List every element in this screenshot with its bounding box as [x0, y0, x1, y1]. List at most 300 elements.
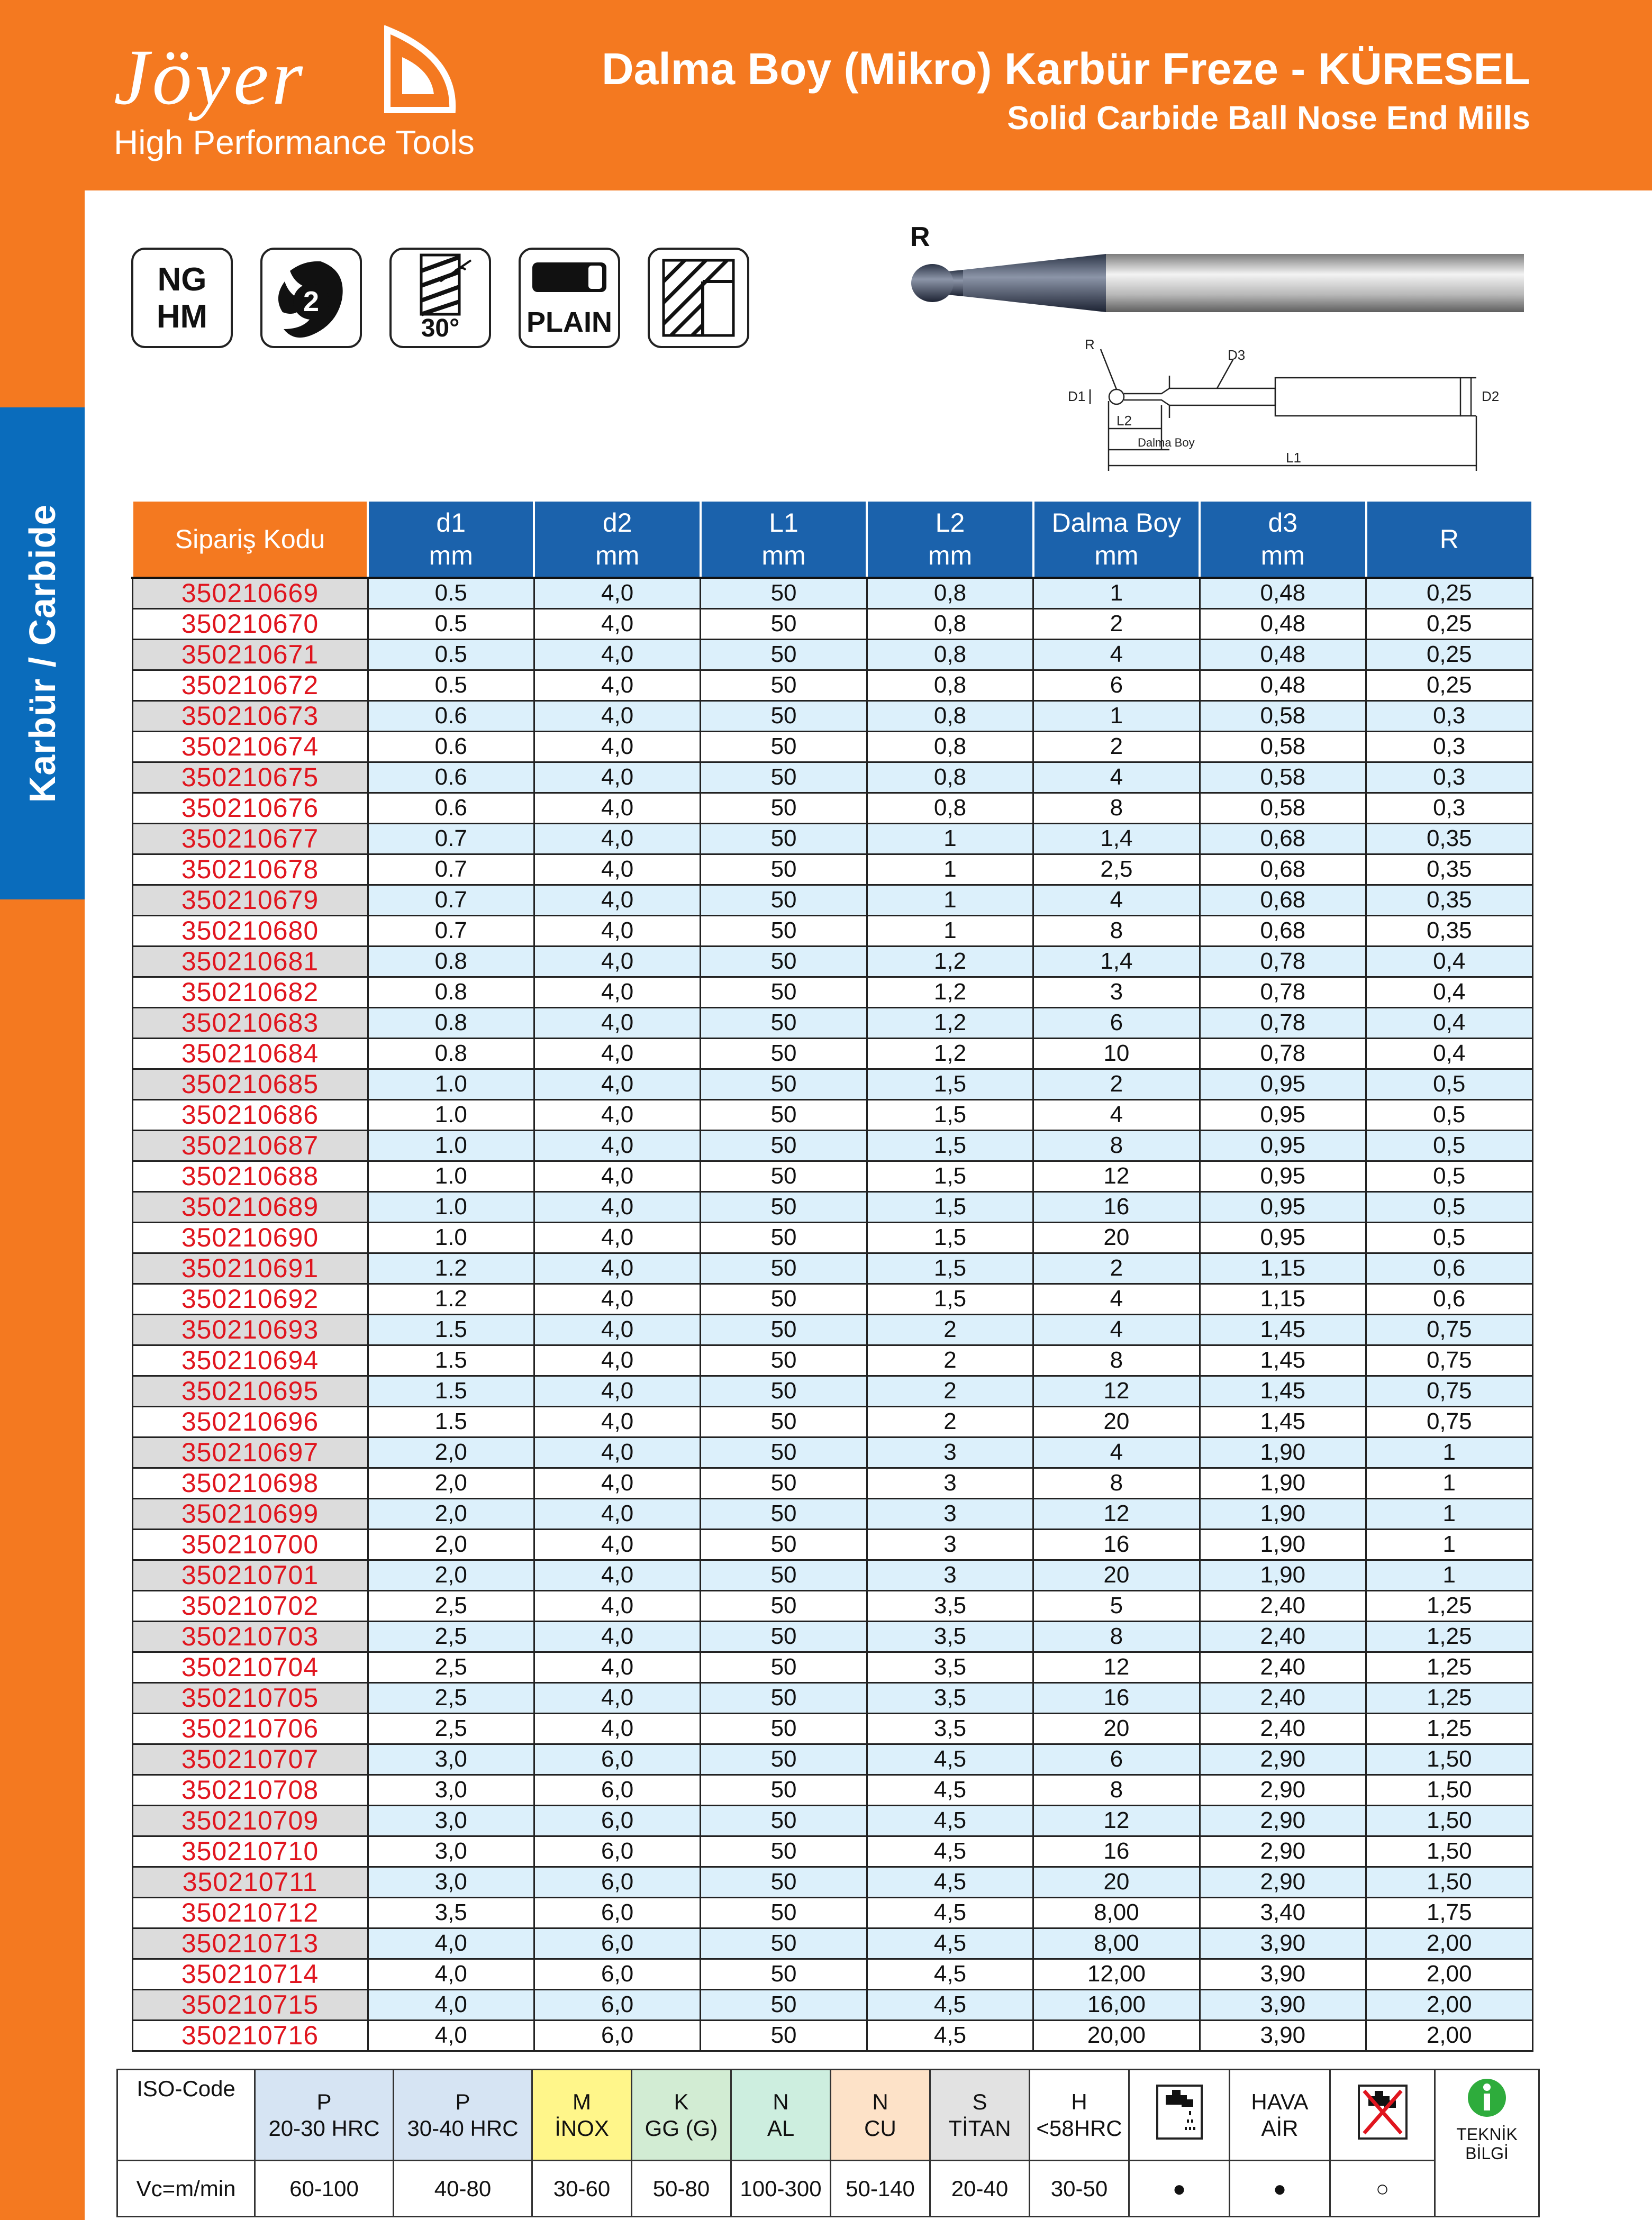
vc-s: 20-40 [930, 2161, 1030, 2217]
technical-info-cell[interactable] [1435, 2070, 1539, 2217]
cell-d1: 2,0 [368, 1560, 534, 1590]
cell-d3: 0,95 [1200, 1099, 1366, 1130]
cell-l1: 50 [701, 608, 867, 639]
cell-d2: 4,0 [534, 823, 700, 854]
cell-d2: 4,0 [534, 1284, 700, 1314]
cell-d3: 2,90 [1200, 1836, 1366, 1867]
table-row [132, 1928, 1532, 1959]
helix-angle-text: 30° [421, 314, 460, 342]
table-row [132, 1191, 1532, 1222]
cell-d3: 0,48 [1200, 670, 1366, 700]
helix-angle-icon [389, 248, 491, 348]
cell-d1: 0.6 [368, 700, 534, 731]
shank-type-icon [519, 248, 620, 348]
cell-dalma-boy: 16,00 [1033, 1989, 1200, 2020]
cell-d3: 0,68 [1200, 915, 1366, 946]
cell-r: 1,75 [1366, 1897, 1532, 1928]
iso-col-s: S TİTAN [930, 2070, 1030, 2161]
cell-d1: 2,0 [368, 1498, 534, 1529]
cell-l1: 50 [701, 1621, 867, 1652]
table-row [132, 1652, 1532, 1682]
cell-code: 350210713 [132, 1928, 368, 1959]
cell-dalma-boy: 6 [1033, 1007, 1200, 1038]
table-row [132, 1836, 1532, 1867]
cell-l2: 1,5 [867, 1069, 1033, 1099]
cell-d2: 4,0 [534, 1345, 700, 1376]
table-row [132, 1682, 1532, 1713]
end-mill-photo [900, 217, 1535, 339]
cell-r: 0,4 [1366, 1038, 1532, 1069]
cell-d3: 0,58 [1200, 731, 1366, 762]
cell-l2: 3,5 [867, 1682, 1033, 1713]
cell-d3: 1,45 [1200, 1406, 1366, 1437]
page-title: Dalma Boy (Mikro) Karbür Freze - KÜRESEL [602, 44, 1530, 94]
cell-l2: 3 [867, 1437, 1033, 1468]
info-icon[interactable] [1466, 2077, 1508, 2119]
cell-l2: 4,5 [867, 1959, 1033, 1989]
cell-d2: 4,0 [534, 762, 700, 793]
cell-l2: 3,5 [867, 1621, 1033, 1652]
cell-d2: 4,0 [534, 1191, 700, 1222]
emulsion-marker: ● [1129, 2161, 1230, 2217]
cell-r: 0,5 [1366, 1161, 1532, 1191]
cell-l1: 50 [701, 1376, 867, 1406]
material-grade-icon [131, 248, 233, 348]
cell-dalma-boy: 16 [1033, 1529, 1200, 1560]
cell-dalma-boy: 2,5 [1033, 854, 1200, 885]
cell-code: 350210686 [132, 1099, 368, 1130]
cell-d2: 4,0 [534, 1621, 700, 1652]
table-row [132, 1805, 1532, 1836]
table-row [132, 639, 1532, 670]
cell-code: 350210711 [132, 1867, 368, 1897]
cell-code: 350210701 [132, 1560, 368, 1590]
iso-header-row [117, 2070, 1539, 2161]
label-r: R [1085, 339, 1095, 352]
dimension-schematic [1058, 339, 1524, 481]
table-row [132, 1099, 1532, 1130]
cell-d2: 6,0 [534, 1989, 700, 2020]
cell-r: 0,35 [1366, 854, 1532, 885]
cell-dalma-boy: 4 [1033, 1284, 1200, 1314]
cell-code: 350210698 [132, 1468, 368, 1498]
cell-l1: 50 [701, 1560, 867, 1590]
cell-l2: 1,5 [867, 1284, 1033, 1314]
cell-r: 1 [1366, 1560, 1532, 1590]
cell-l2: 4,5 [867, 1744, 1033, 1775]
cell-d1: 1.5 [368, 1314, 534, 1345]
cell-r: 1 [1366, 1437, 1532, 1468]
cell-d3: 2,90 [1200, 1775, 1366, 1805]
cell-dalma-boy: 4 [1033, 1314, 1200, 1345]
cell-l1: 50 [701, 1529, 867, 1560]
cell-l2: 3,5 [867, 1713, 1033, 1744]
cell-d3: 1,90 [1200, 1437, 1366, 1468]
cell-l2: 1,5 [867, 1222, 1033, 1253]
cell-dalma-boy: 3 [1033, 977, 1200, 1007]
cell-d1: 0.6 [368, 762, 534, 793]
cell-l2: 3 [867, 1498, 1033, 1529]
cell-dalma-boy: 2 [1033, 1253, 1200, 1284]
cell-d3: 1,45 [1200, 1314, 1366, 1345]
cell-code: 350210696 [132, 1406, 368, 1437]
cell-d1: 2,0 [368, 1529, 534, 1560]
brand-logo-text: Jöyer [114, 33, 306, 121]
cell-dalma-boy: 4 [1033, 639, 1200, 670]
cell-l2: 3,5 [867, 1652, 1033, 1682]
product-table [131, 499, 1533, 2052]
table-row [132, 1959, 1532, 1989]
cell-code: 350210681 [132, 946, 368, 977]
brand-tagline: High Performance Tools [114, 123, 475, 161]
cell-l1: 50 [701, 1836, 867, 1867]
cell-d1: 1.0 [368, 1191, 534, 1222]
cell-d2: 4,0 [534, 1468, 700, 1498]
cell-l2: 1,5 [867, 1130, 1033, 1161]
cell-d2: 4,0 [534, 1498, 700, 1529]
cell-d1: 2,5 [368, 1590, 534, 1621]
cell-r: 1,50 [1366, 1744, 1532, 1775]
iso-col-n-cu: N CU [831, 2070, 930, 2161]
cell-l1: 50 [701, 762, 867, 793]
cell-d3: 2,90 [1200, 1867, 1366, 1897]
cell-d1: 0.8 [368, 977, 534, 1007]
cell-d1: 2,5 [368, 1682, 534, 1713]
cell-code: 350210703 [132, 1621, 368, 1652]
cell-dalma-boy: 20 [1033, 1867, 1200, 1897]
label-l1: L1 [1286, 450, 1301, 466]
iso-col-k: K GG (G) [632, 2070, 731, 2161]
cell-d3: 3,40 [1200, 1897, 1366, 1928]
cell-dalma-boy: 12 [1033, 1805, 1200, 1836]
cell-l2: 1 [867, 915, 1033, 946]
cell-d1: 0.6 [368, 793, 534, 823]
cell-l1: 50 [701, 1805, 867, 1836]
cell-d3: 0,68 [1200, 885, 1366, 915]
header-r: R [1366, 501, 1532, 578]
tolerance-hatch-icon [650, 250, 747, 346]
cell-d1: 4,0 [368, 1989, 534, 2020]
cell-l2: 3,5 [867, 1590, 1033, 1621]
cell-r: 0,25 [1366, 578, 1532, 608]
table-header-row [132, 501, 1532, 578]
cell-code: 350210678 [132, 854, 368, 885]
cell-d3: 0,95 [1200, 1222, 1366, 1253]
label-dalma-boy: Dalma Boy [1138, 436, 1195, 449]
cell-d1: 1.2 [368, 1253, 534, 1284]
cell-l1: 50 [701, 1284, 867, 1314]
cell-code: 350210685 [132, 1069, 368, 1099]
cell-r: 0,25 [1366, 639, 1532, 670]
cell-d3: 0,58 [1200, 793, 1366, 823]
helix-drawing-icon [392, 250, 489, 319]
cell-r: 0,5 [1366, 1099, 1532, 1130]
cell-code: 350210674 [132, 731, 368, 762]
cell-r: 0,3 [1366, 793, 1532, 823]
iso-code-label: ISO-Code [117, 2070, 255, 2161]
cell-code: 350210687 [132, 1130, 368, 1161]
cell-d2: 4,0 [534, 793, 700, 823]
cell-d2: 6,0 [534, 1867, 700, 1897]
vc-p1: 60-100 [255, 2161, 394, 2217]
cell-r: 0,5 [1366, 1191, 1532, 1222]
cell-l1: 50 [701, 1038, 867, 1069]
cell-d1: 2,5 [368, 1652, 534, 1682]
header-d1: d1 mm [368, 501, 534, 578]
cell-code: 350210676 [132, 793, 368, 823]
cell-l1: 50 [701, 1498, 867, 1529]
cell-l1: 50 [701, 1468, 867, 1498]
cell-d1: 0.6 [368, 731, 534, 762]
table-row [132, 1376, 1532, 1406]
cell-code: 350210691 [132, 1253, 368, 1284]
cell-code: 350210673 [132, 700, 368, 731]
vc-n-cu: 50-140 [831, 2161, 930, 2217]
cell-dalma-boy: 8,00 [1033, 1928, 1200, 1959]
cell-r: 0,4 [1366, 977, 1532, 1007]
cell-d2: 4,0 [534, 1652, 700, 1682]
table-row [132, 793, 1532, 823]
cell-d3: 1,90 [1200, 1560, 1366, 1590]
cell-dalma-boy: 1,4 [1033, 823, 1200, 854]
cell-r: 1,50 [1366, 1805, 1532, 1836]
cell-l1: 50 [701, 1775, 867, 1805]
table-row [132, 1007, 1532, 1038]
cell-d3: 0,48 [1200, 639, 1366, 670]
cell-dalma-boy: 8 [1033, 1130, 1200, 1161]
cell-l1: 50 [701, 946, 867, 977]
cell-d3: 0,95 [1200, 1161, 1366, 1191]
cell-code: 350210695 [132, 1376, 368, 1406]
cell-d3: 0,58 [1200, 700, 1366, 731]
table-row [132, 2020, 1532, 2051]
cell-d1: 2,0 [368, 1437, 534, 1468]
coolant-dry-cell [1330, 2070, 1435, 2161]
label-l2: L2 [1117, 413, 1132, 429]
cell-d1: 1.5 [368, 1406, 534, 1437]
cell-d2: 4,0 [534, 854, 700, 885]
iso-col-n-al: N AL [731, 2070, 831, 2161]
cell-r: 0,6 [1366, 1284, 1532, 1314]
cell-l1: 50 [701, 1007, 867, 1038]
table-row [132, 1713, 1532, 1744]
cell-r: 0,75 [1366, 1406, 1532, 1437]
table-row [132, 1529, 1532, 1560]
cell-l2: 0,8 [867, 639, 1033, 670]
page-subtitle: Solid Carbide Ball Nose End Mills [1007, 100, 1530, 137]
cell-code: 350210699 [132, 1498, 368, 1529]
cell-l1: 50 [701, 1191, 867, 1222]
cell-code: 350210679 [132, 885, 368, 915]
cell-dalma-boy: 8 [1033, 1345, 1200, 1376]
cell-dalma-boy: 12 [1033, 1376, 1200, 1406]
cell-r: 2,00 [1366, 2020, 1532, 2051]
cell-d3: 1,90 [1200, 1529, 1366, 1560]
cell-dalma-boy: 4 [1033, 1437, 1200, 1468]
cell-d2: 6,0 [534, 1959, 700, 1989]
cell-l2: 1,5 [867, 1099, 1033, 1130]
table-row [132, 1897, 1532, 1928]
cell-d1: 4,0 [368, 1959, 534, 1989]
table-row [132, 1038, 1532, 1069]
cell-d3: 0,95 [1200, 1130, 1366, 1161]
cell-d1: 4,0 [368, 2020, 534, 2051]
table-row [132, 1069, 1532, 1099]
cell-l2: 4,5 [867, 1989, 1033, 2020]
table-row [132, 670, 1532, 700]
cell-l1: 50 [701, 1406, 867, 1437]
cell-dalma-boy: 20,00 [1033, 2020, 1200, 2051]
cell-d3: 0,95 [1200, 1069, 1366, 1099]
cell-d2: 4,0 [534, 1713, 700, 1744]
cell-l2: 4,5 [867, 1775, 1033, 1805]
cell-d2: 4,0 [534, 670, 700, 700]
table-row [132, 1989, 1532, 2020]
cell-code: 350210704 [132, 1652, 368, 1682]
cell-l2: 4,5 [867, 1867, 1033, 1897]
cell-l2: 0,8 [867, 608, 1033, 639]
cell-code: 350210705 [132, 1682, 368, 1713]
cell-l2: 0,8 [867, 700, 1033, 731]
cell-d3: 3,90 [1200, 1959, 1366, 1989]
cell-d1: 0.5 [368, 578, 534, 608]
vc-h: 30-50 [1030, 2161, 1129, 2217]
cell-d1: 0.8 [368, 1007, 534, 1038]
cell-r: 0,75 [1366, 1376, 1532, 1406]
cell-dalma-boy: 2 [1033, 608, 1200, 639]
cell-l2: 1,2 [867, 1007, 1033, 1038]
cell-r: 0,35 [1366, 823, 1532, 854]
table-row [132, 578, 1532, 608]
cell-l2: 1,2 [867, 946, 1033, 977]
iso-col-p2: P 30-40 HRC [394, 2070, 532, 2161]
cell-l1: 50 [701, 731, 867, 762]
table-row [132, 608, 1532, 639]
cell-d1: 1.5 [368, 1376, 534, 1406]
cell-d1: 2,5 [368, 1621, 534, 1652]
cell-d1: 0.7 [368, 823, 534, 854]
cell-l1: 50 [701, 1744, 867, 1775]
cell-d3: 2,90 [1200, 1805, 1366, 1836]
iso-col-p1: P 20-30 HRC [255, 2070, 394, 2161]
cell-dalma-boy: 6 [1033, 1744, 1200, 1775]
cell-dalma-boy: 8 [1033, 915, 1200, 946]
cell-code: 350210669 [132, 578, 368, 608]
no-coolant-icon [1354, 2080, 1412, 2144]
cell-l1: 50 [701, 1897, 867, 1928]
cell-l2: 1,2 [867, 1038, 1033, 1069]
cell-l2: 3 [867, 1529, 1033, 1560]
cell-l1: 50 [701, 915, 867, 946]
cell-r: 0,25 [1366, 608, 1532, 639]
cell-d3: 0,58 [1200, 762, 1366, 793]
cell-l1: 50 [701, 1253, 867, 1284]
cell-r: 0,35 [1366, 915, 1532, 946]
cell-d2: 6,0 [534, 1744, 700, 1775]
table-row [132, 1253, 1532, 1284]
cell-l2: 1,5 [867, 1191, 1033, 1222]
cell-l2: 0,8 [867, 578, 1033, 608]
cell-r: 1 [1366, 1529, 1532, 1560]
cell-dalma-boy: 6 [1033, 670, 1200, 700]
cell-dalma-boy: 20 [1033, 1560, 1200, 1590]
table-row [132, 1161, 1532, 1191]
cell-d2: 4,0 [534, 1682, 700, 1713]
cell-d1: 3,0 [368, 1805, 534, 1836]
cell-l2: 0,8 [867, 793, 1033, 823]
table-row [132, 762, 1532, 793]
coolant-emulsion-cell [1129, 2070, 1230, 2161]
cell-d2: 6,0 [534, 1928, 700, 1959]
table-row [132, 977, 1532, 1007]
cell-code: 350210671 [132, 639, 368, 670]
vc-label: Vc=m/min [117, 2161, 255, 2217]
header-l2: L2 mm [867, 501, 1033, 578]
cell-l1: 50 [701, 793, 867, 823]
cell-l2: 4,5 [867, 1897, 1033, 1928]
table-row [132, 1345, 1532, 1376]
cell-d2: 4,0 [534, 1038, 700, 1069]
cell-l1: 50 [701, 1989, 867, 2020]
cell-code: 350210680 [132, 915, 368, 946]
cell-l1: 50 [701, 1437, 867, 1468]
table-row [132, 854, 1532, 885]
cell-dalma-boy: 20 [1033, 1222, 1200, 1253]
table-row [132, 1867, 1532, 1897]
cell-d3: 1,15 [1200, 1253, 1366, 1284]
cell-d2: 4,0 [534, 977, 700, 1007]
cell-l2: 4,5 [867, 1836, 1033, 1867]
cell-d2: 4,0 [534, 885, 700, 915]
iso-vc-row [117, 2161, 1539, 2217]
cell-d1: 0.7 [368, 854, 534, 885]
cell-dalma-boy: 8 [1033, 1621, 1200, 1652]
cell-d3: 1,90 [1200, 1498, 1366, 1529]
cell-dalma-boy: 1 [1033, 700, 1200, 731]
technical-info-label[interactable]: TEKNİK BİLGİ [1456, 2125, 1518, 2163]
cell-d3: 0,78 [1200, 1038, 1366, 1069]
cell-d3: 0,48 [1200, 608, 1366, 639]
cell-d1: 1.0 [368, 1161, 534, 1191]
cell-r: 0,6 [1366, 1253, 1532, 1284]
cell-dalma-boy: 2 [1033, 731, 1200, 762]
cell-dalma-boy: 8 [1033, 793, 1200, 823]
cell-code: 350210675 [132, 762, 368, 793]
cell-d3: 1,90 [1200, 1468, 1366, 1498]
cell-l1: 50 [701, 1959, 867, 1989]
cell-r: 1,25 [1366, 1621, 1532, 1652]
cell-dalma-boy: 2 [1033, 1069, 1200, 1099]
cell-d2: 4,0 [534, 608, 700, 639]
header-d3: d3 mm [1200, 501, 1366, 578]
cell-r: 1 [1366, 1498, 1532, 1529]
cell-r: 2,00 [1366, 1928, 1532, 1959]
brand-logo-icon [381, 25, 460, 115]
cell-r: 1,25 [1366, 1682, 1532, 1713]
cell-l2: 1,2 [867, 977, 1033, 1007]
cell-l1: 50 [701, 1069, 867, 1099]
cell-d2: 6,0 [534, 1775, 700, 1805]
cell-dalma-boy: 16 [1033, 1191, 1200, 1222]
cell-l1: 50 [701, 700, 867, 731]
cell-l1: 50 [701, 670, 867, 700]
cell-dalma-boy: 8,00 [1033, 1897, 1200, 1928]
cell-l1: 50 [701, 639, 867, 670]
cell-d1: 1.2 [368, 1284, 534, 1314]
cell-d2: 4,0 [534, 1161, 700, 1191]
cell-dalma-boy: 16 [1033, 1836, 1200, 1867]
cell-r: 0,3 [1366, 731, 1532, 762]
